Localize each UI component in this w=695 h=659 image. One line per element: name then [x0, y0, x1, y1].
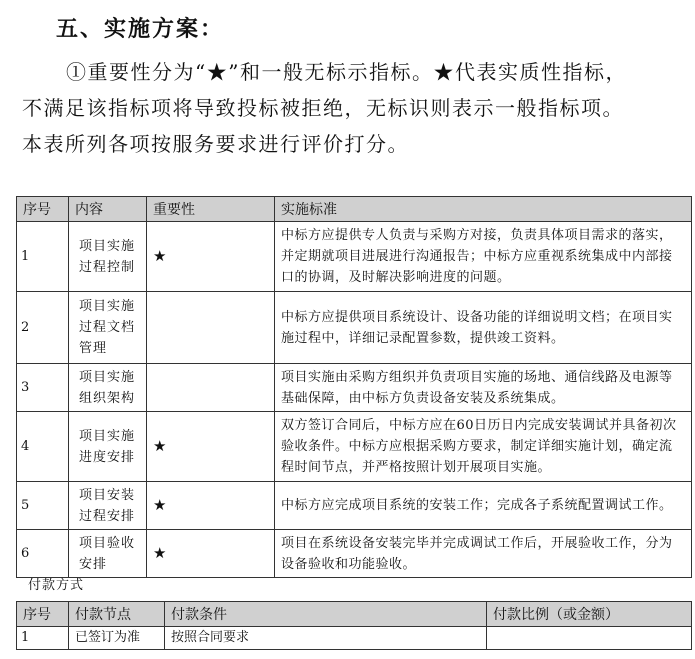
row-content [69, 222, 147, 292]
content-line: 项目安装 [79, 487, 136, 503]
row-standard: 中标方应提供专人负责与采购方对接，负责具体项目需求的落实，并定期就项目进展进行沟通报告；中标方应重视系统集成中内部接口的协调，及时解决影响进度的问题。 [275, 222, 692, 292]
content-line: 组织架构 [79, 390, 136, 406]
importance-star [147, 292, 275, 364]
row-number: 4 [17, 412, 69, 482]
payment-node: 已签订为准 [69, 627, 165, 650]
payment-header-ratio: 付款比例（或金额） [487, 602, 692, 627]
payment-ratio [487, 627, 692, 650]
content-line: 安排 [79, 556, 108, 572]
intro-line-1: ①重要性分为“★”和一般无标示指标。★代表实质性指标， [66, 60, 627, 84]
intro-paragraph [22, 54, 682, 162]
table-row [17, 292, 692, 364]
row-number: 3 [17, 364, 69, 412]
row-standard: 中标方应提供项目系统设计、设备功能的详细说明文档；在项目实施过程中，详细记录配置参数，提供竣工资料。 [275, 292, 692, 364]
table-row [17, 364, 692, 412]
payment-header-node: 付款节点 [69, 602, 165, 627]
intro-line-3: 本表所列各项按服务要求进行评价打分。 [22, 132, 409, 156]
header-importance: 重要性 [147, 197, 275, 222]
section-heading: 五、实施方案： [56, 17, 225, 42]
payment-section-title: 付款方式 [28, 578, 85, 593]
table-row [17, 627, 692, 650]
content-line: 过程文档 [79, 320, 136, 335]
content-line: 过程控制 [79, 259, 136, 275]
table-header-row [17, 197, 692, 222]
table-row [17, 530, 692, 578]
row-content [69, 482, 147, 530]
row-number: 2 [17, 292, 69, 364]
importance-star [147, 364, 275, 412]
content-line: 项目实施 [79, 369, 136, 385]
importance-star: ★ [147, 530, 275, 578]
payment-row-number: 1 [17, 627, 69, 650]
row-content [69, 292, 147, 364]
content-line: 项目验收 [79, 535, 136, 551]
table-row [17, 222, 692, 292]
payment-condition: 按照合同要求 [165, 627, 487, 650]
payment-header-row [17, 602, 692, 627]
row-content [69, 530, 147, 578]
row-content [69, 364, 147, 412]
content-line: 过程安排 [79, 508, 136, 524]
row-standard: 双方签订合同后，中标方应在60日历日内完成安装调试并具备初次验收条件。中标方应根据采购方要求，制定详细实施计划，确定流程时间节点，并严格按照计划开展项目实施。 [275, 412, 692, 482]
importance-star: ★ [147, 412, 275, 482]
importance-star: ★ [147, 222, 275, 292]
row-number: 6 [17, 530, 69, 578]
header-content: 内容 [69, 197, 147, 222]
content-line: 项目实施 [79, 299, 136, 314]
content-line: 进度安排 [79, 449, 136, 465]
header-seq: 序号 [17, 197, 69, 222]
row-content [69, 412, 147, 482]
table-row [17, 412, 692, 482]
intro-line-2: 不满足该指标项将导致投标被拒绝，无标识则表示一般指标项。 [22, 96, 624, 120]
row-standard: 中标方应完成项目系统的安装工作；完成各子系统配置调试工作。 [275, 482, 692, 530]
row-number: 1 [17, 222, 69, 292]
row-standard: 项目在系统设备安装完毕并完成调试工作后，开展验收工作，分为设备验收和功能验收。 [275, 530, 692, 578]
row-standard: 项目实施由采购方组织并负责项目实施的场地、通信线路及电源等基础保障，由中标方负责设备安装及系统集成。 [275, 364, 692, 412]
row-number: 5 [17, 482, 69, 530]
payment-header-condition: 付款条件 [165, 602, 487, 627]
importance-star: ★ [147, 482, 275, 530]
payment-header-seq: 序号 [17, 602, 69, 627]
payment-table [16, 601, 692, 650]
content-line: 项目实施 [79, 238, 136, 254]
implementation-table [16, 196, 692, 578]
header-standard: 实施标准 [275, 197, 692, 222]
content-line: 项目实施 [79, 428, 136, 444]
table-row [17, 482, 692, 530]
content-line: 管理 [79, 341, 108, 356]
